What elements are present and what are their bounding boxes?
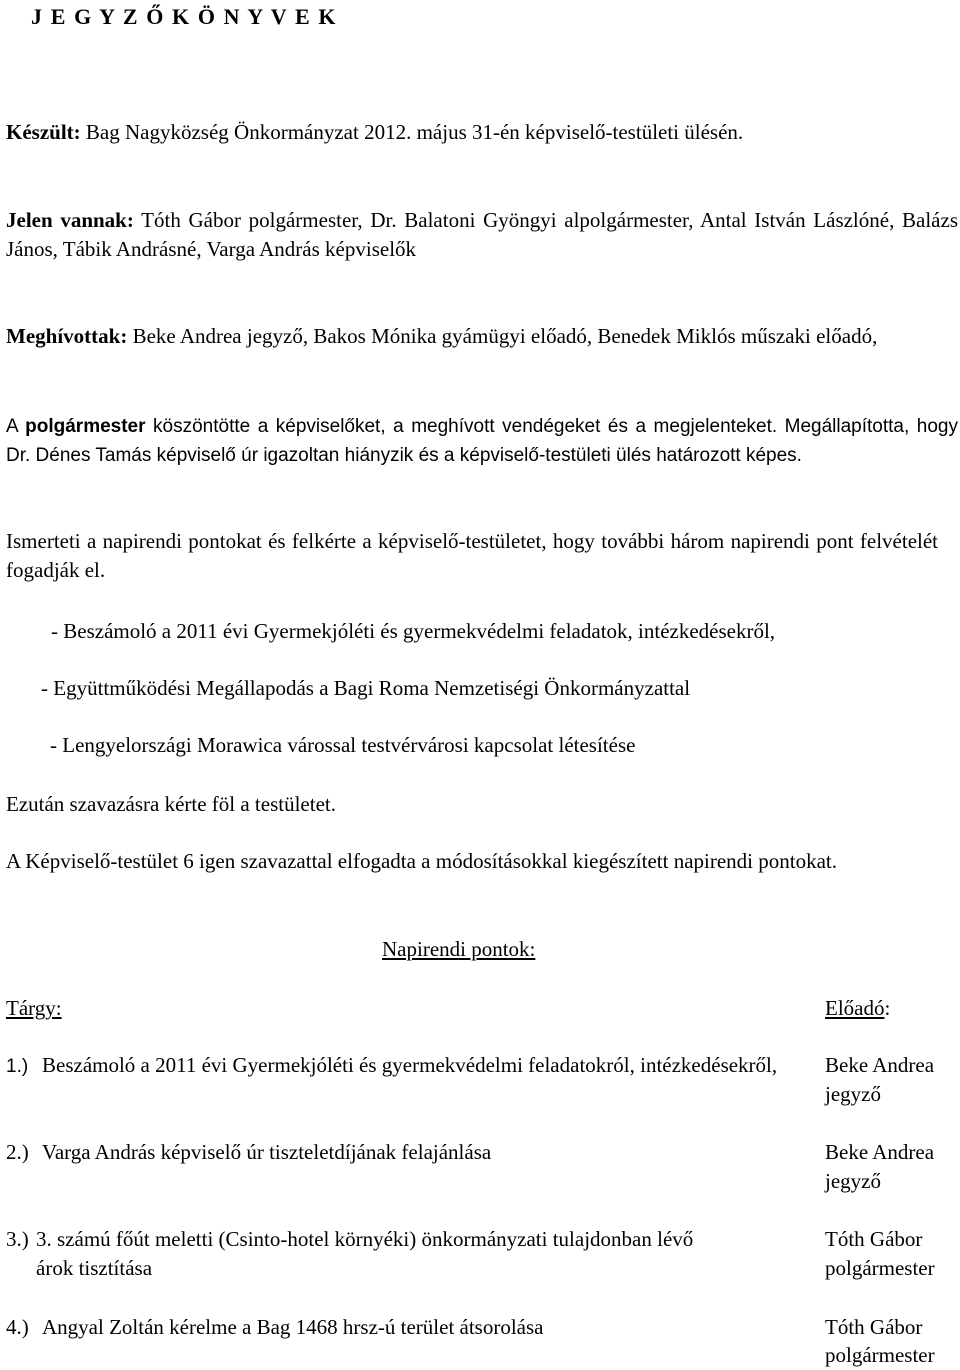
agenda-item-presenter-role: jegyző: [825, 1082, 881, 1106]
keszult-label: Készült:: [6, 120, 81, 144]
agenda-item-presenter-role: jegyző: [825, 1169, 881, 1193]
agenda-item-presenter-name: Tóth Gábor: [825, 1315, 923, 1339]
presenter-header: [825, 994, 890, 1023]
agenda-item-presenter-name: Beke Andrea: [825, 1140, 935, 1164]
document-title: J E G Y Z Ő K Ö N Y V E K: [31, 4, 338, 29]
bullet-item: - Beszámoló a 2011 évi Gyermekjóléti és gyermekvédelmi feladatok, intézkedésekről,: [51, 619, 776, 643]
agenda-item-subject: 3. számú főút meletti (Csinto-hotel környéki) önkormányzati tulajdonban lévő árok tisztítása: [36, 1227, 694, 1280]
agenda-item-number: 3.): [6, 1227, 29, 1251]
agenda-item-subject: Beszámoló a 2011 évi Gyermekjóléti és gyermekvédelmi feladatokról, intézkedésekről,: [42, 1053, 778, 1077]
jelen-text: Tóth Gábor polgármester, Dr. Balatoni Gyöngyi alpolgármester, Antal István Lászlóné, Balázs János, Tábik Andrásné, Varga András képviselők: [6, 208, 958, 261]
keszult-text: Bag Nagyközség Önkormányzat 2012. május 31-én képviselő-testületi ülésén.: [80, 120, 744, 144]
agenda-item-subject: Varga András képviselő úr tiszteletdíjának felajánlása: [42, 1140, 492, 1164]
agenda-item-presenter-name: Beke Andrea: [825, 1053, 935, 1077]
jelen-paragraph: [6, 206, 958, 264]
agenda-item-number: 2.): [6, 1140, 29, 1164]
agenda-item-presenter-name: Tóth Gábor: [825, 1227, 923, 1251]
agenda-item-presenter-role: polgármester: [825, 1343, 935, 1367]
presenter-header-label: Előadó: [825, 996, 885, 1020]
ezutan-paragraph: Ezután szavazásra kérte föl a testületet.: [6, 792, 336, 816]
bullet-item: - Együttműködési Megállapodás a Bagi Roma Nemzetiségi Önkormányzattal: [41, 676, 691, 700]
meghivottak-label: Meghívottak:: [6, 324, 128, 348]
agenda-item-subject: Angyal Zoltán kérelme a Bag 1468 hrsz-ú terület átsorolása: [42, 1315, 544, 1339]
vote-paragraph: A Képviselő-testület 6 igen szavazattal elfogadta a módosításokkal kiegészített napirendi pontokat.: [6, 849, 837, 873]
jelen-label: Jelen vannak:: [6, 208, 134, 232]
subject-header: Tárgy:: [6, 996, 62, 1020]
agenda-item-presenter-role: polgármester: [825, 1256, 935, 1280]
agenda-item: [6, 1138, 960, 1198]
agenda-item-number: 1.): [6, 1056, 29, 1077]
agenda-item: [6, 1313, 960, 1369]
agenda-heading: Napirendi pontok:: [382, 937, 536, 961]
bullet-item: - Lengyelországi Morawica várossal testvérvárosi kapcsolat létesítése: [50, 733, 636, 757]
greeting-text: köszöntötte a képviselőket, a meghívott vendégeket és a megjelenteket. Megállapította, hogy Dr. Dénes Tamás képviselő úr igazoltan hiányzik és a képviselő-testületi ülés határozott képes.: [6, 416, 958, 466]
agenda-item-number: 4.): [6, 1315, 29, 1339]
agenda-item: [6, 1225, 960, 1285]
greeting-pre: A: [6, 416, 26, 437]
greeting-paragraph: [6, 412, 958, 470]
meghivottak-text: Beke Andrea jegyző, Bakos Mónika gyámügyi előadó, Benedek Miklós műszaki előadó,: [127, 324, 878, 348]
ismerteti-paragraph: Ismerteti a napirendi pontokat és felkérte a képviselő-testületet, hogy további három napirendi pont felvételét fogadják el.: [6, 529, 938, 582]
greeting-bold: polgármester: [25, 416, 146, 437]
keszult-paragraph: [6, 118, 956, 147]
presenter-header-colon: :: [884, 996, 891, 1020]
agenda-item: [6, 1051, 960, 1111]
meghivottak-paragraph: [6, 322, 958, 351]
